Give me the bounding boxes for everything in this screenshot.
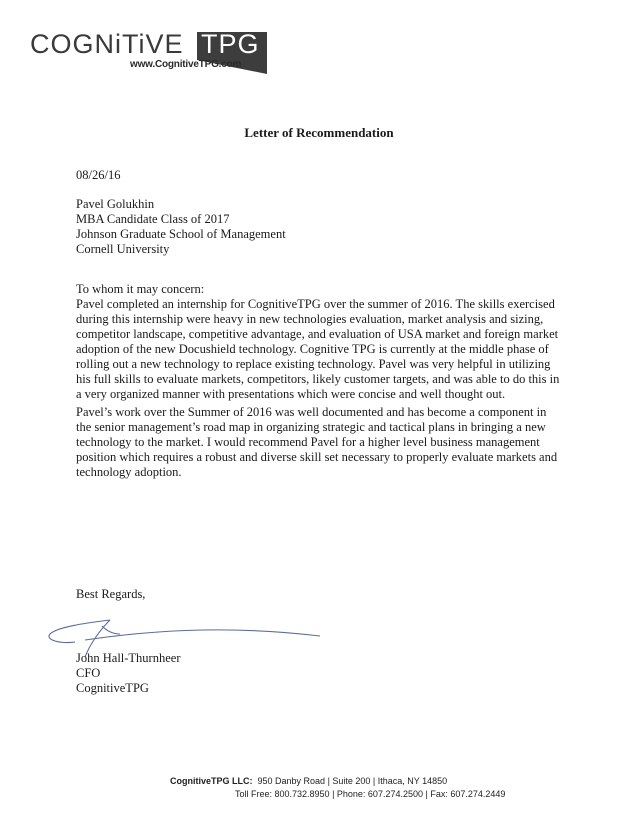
recipient-university: Cornell University <box>76 242 170 256</box>
letter-date: 08/26/16 <box>76 168 121 182</box>
footer-contacts: Toll Free: 800.732.8950 | Phone: 607.274.2500 | Fax: 607.274.2449 <box>235 789 506 799</box>
salutation: To whom it may concern: <box>76 282 205 296</box>
body-line: position which requires a robust and diverse skill set necessary to properly evaluate markets and <box>76 450 558 464</box>
footer-company: CognitiveTPG LLC: <box>170 776 253 786</box>
recipient-name: Pavel Golukhin <box>76 197 155 211</box>
body-line: during this internship were heavy in new technologies evaluation, market analysis and sizing, <box>76 312 544 326</box>
footer-address: 950 Danby Road | Suite 200 | Ithaca, NY 14850 <box>257 776 448 786</box>
signer-name: John Hall-Thurnheer <box>76 651 181 665</box>
body-line: the senior management’s road map in organizing strategic and tactical plans in bringing a new <box>76 420 546 434</box>
body-line: technology adoption. <box>76 465 182 479</box>
body-line: Pavel’s work over the Summer of 2016 was well documented and has become a component in <box>76 405 547 419</box>
recipient-program: MBA Candidate Class of 2017 <box>76 212 230 226</box>
body-line: his full skills to evaluate markets, competitors, likely customer targets, and was able to do this in <box>76 372 560 386</box>
logo-tpg: TPG <box>201 29 260 59</box>
footer-address-row <box>170 775 447 788</box>
body-paragraph-2 <box>76 405 576 480</box>
recipient-block <box>76 197 286 257</box>
body-line: a very organized manner with presentations which were concise and well thought out. <box>76 387 506 401</box>
logo-url: www.CognitiveTPG.com <box>130 59 242 70</box>
signer-title: CFO <box>76 666 101 680</box>
signer-block <box>76 651 180 696</box>
closing: Best Regards, <box>76 587 146 601</box>
logo-wordmark: COGNiTiVE <box>30 29 184 59</box>
signer-company: CognitiveTPG <box>76 681 149 695</box>
body-paragraph-1 <box>76 282 576 402</box>
body-line: adoption of the new Docushield technology. Cognitive TPG is currently at the middle phase of <box>76 342 549 356</box>
company-logo <box>30 30 260 85</box>
recipient-school: Johnson Graduate School of Management <box>76 227 286 241</box>
body-line: technology to the market. I would recommend Pavel for a higher level business management <box>76 435 540 449</box>
body-line: rolling out a new technology to replace existing technology. Pavel was very helpful in utilizing <box>76 357 551 371</box>
body-line: competitor landscape, competitive advantage, and evaluation of USA market and foreign market <box>76 327 559 341</box>
letter-title: Letter of Recommendation <box>244 125 394 140</box>
body-line: Pavel completed an internship for CognitiveTPG over the summer of 2016. The skills exercised <box>76 297 555 311</box>
